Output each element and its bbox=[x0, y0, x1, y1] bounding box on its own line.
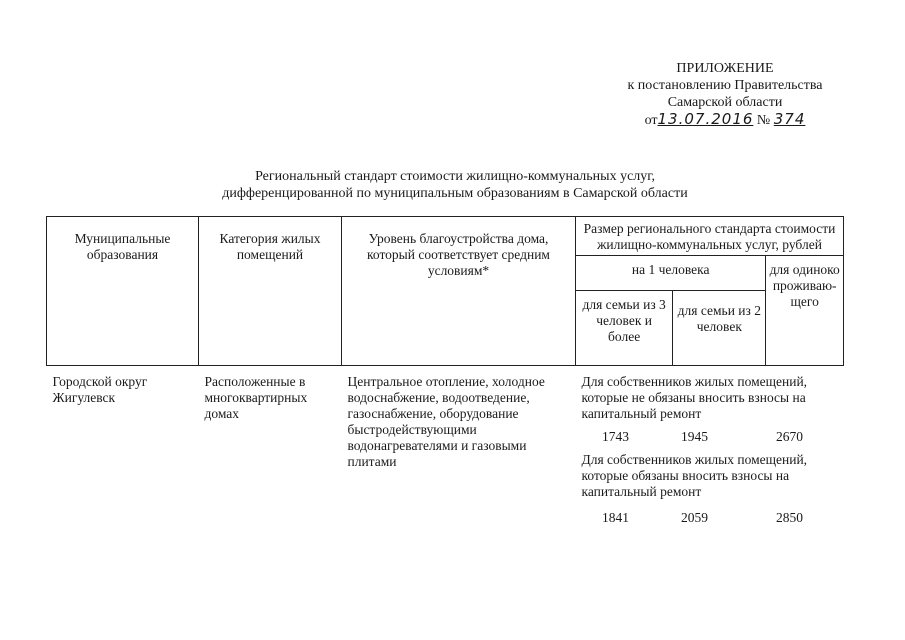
appendix-header bbox=[560, 60, 890, 129]
appendix-label: ПРИЛОЖЕНИЕ bbox=[676, 61, 774, 76]
from-prefix: от bbox=[644, 113, 658, 128]
header-family-3: для семьи из 3 человек и более bbox=[576, 291, 673, 366]
header-category: Категория жилых помещений bbox=[199, 217, 342, 366]
value-family2-2: 2059 bbox=[681, 510, 708, 525]
title-line-1: Региональный стандарт стоимости жилищно-коммунальных услуг, bbox=[255, 169, 655, 184]
note-capital-repair: Для собственников жилых помещений, которые обязаны вносить взносы на капитальный ремонт bbox=[581, 452, 808, 499]
document-title bbox=[150, 168, 760, 202]
cell-category: Расположенные в многоквартирных домах bbox=[204, 374, 308, 421]
resolution-line: к постановлению Правительства bbox=[627, 78, 823, 93]
value-single-1: 2670 bbox=[776, 429, 803, 444]
cell-values bbox=[576, 366, 844, 534]
header-per-person: на 1 человека bbox=[576, 256, 766, 291]
value-family3-2: 1841 bbox=[602, 510, 629, 525]
handwritten-date: 13.07.2016 bbox=[657, 110, 754, 128]
region-line: Самарской области bbox=[667, 95, 783, 110]
header-family-2: для семьи из 2 человек bbox=[673, 291, 766, 366]
values-row-1 bbox=[582, 429, 840, 445]
note-no-capital-repair: Для собственников жилых помещений, которые не обязаны вносить взносы на капитальный ремонт bbox=[581, 374, 808, 421]
value-single-2: 2850 bbox=[776, 510, 803, 525]
header-single: для одиноко проживаю-щего bbox=[766, 256, 844, 366]
header-level: Уровень благоустройства дома, который соответствует средним условиям* bbox=[342, 217, 576, 366]
number-prefix: № bbox=[756, 113, 771, 128]
value-family2-1: 1945 bbox=[681, 429, 708, 444]
value-family3-1: 1743 bbox=[602, 429, 629, 444]
standards-table bbox=[46, 216, 844, 533]
header-size: Размер регионального стандарта стоимости жилищно-коммунальных услуг, рублей bbox=[576, 217, 844, 256]
cell-level: Центральное отопление, холодное водоснабжение, водоотведение, газоснабжение, оборудование быстродействующими водонагревателями и газовыми плитами bbox=[347, 374, 545, 469]
values-row-2 bbox=[582, 510, 840, 526]
handwritten-number: 374 bbox=[773, 110, 806, 128]
header-municipal: Муниципальные образования bbox=[47, 217, 199, 366]
date-number-line bbox=[560, 111, 890, 129]
cell-municipal: Городской округ Жигулевск bbox=[52, 374, 148, 405]
table-row bbox=[47, 366, 844, 534]
title-line-2: дифференцированной по муниципальным образованиям в Самарской области bbox=[222, 186, 688, 201]
